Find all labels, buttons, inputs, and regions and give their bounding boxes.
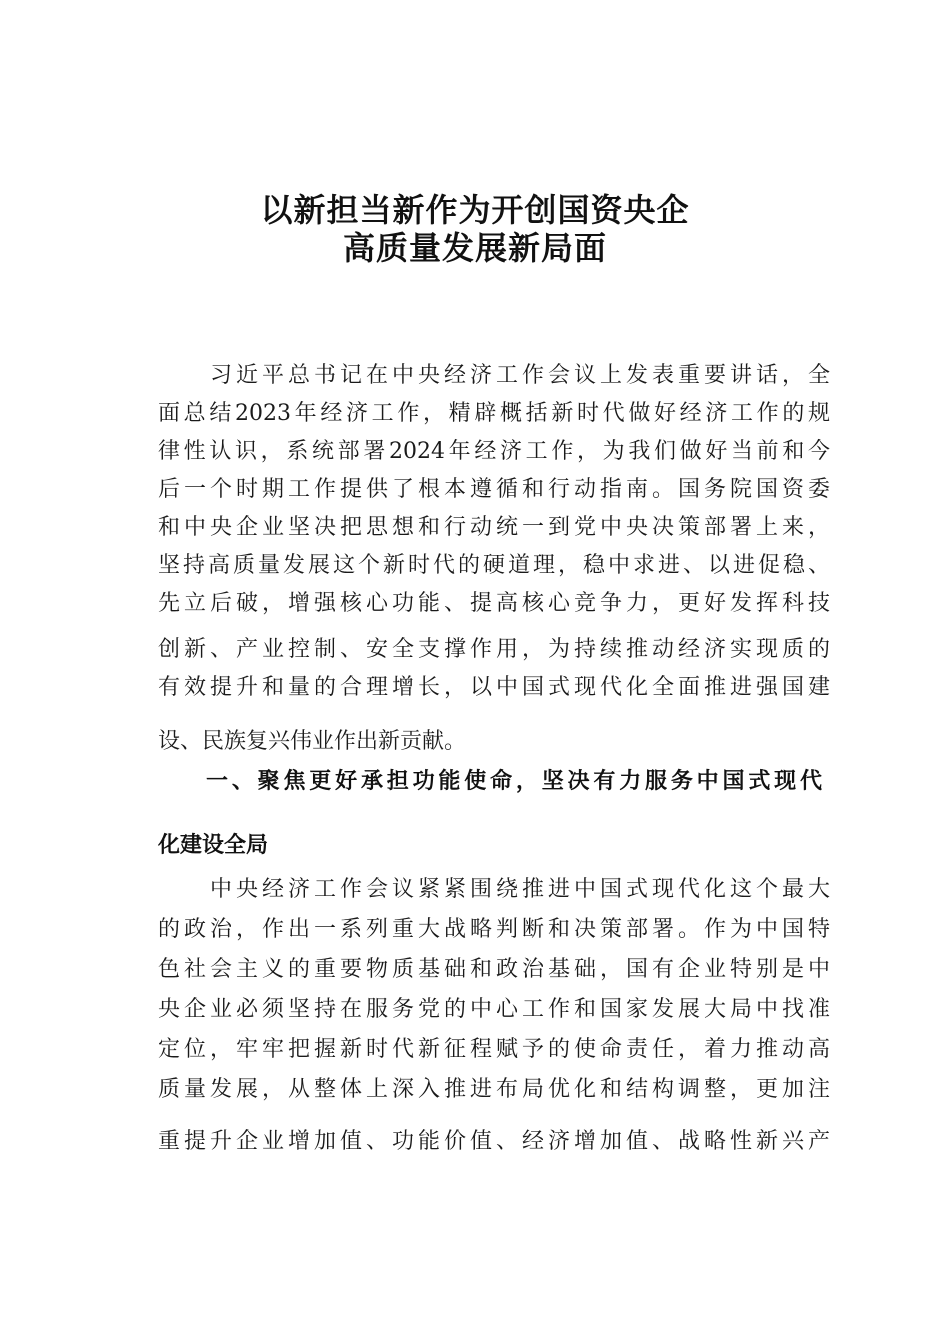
document-title-line-1: 以新担当新作为开创国资央企 [260,191,690,229]
paragraph-1-line: 先立后破，增强核心功能、提高核心竞争力，更好发挥科技 [158,591,830,616]
paragraph-2-line: 质量发展，从整体上深入推进布局优化和结构调整，更加注 [158,1077,830,1102]
paragraph-1-line: 创新、产业控制、安全支撑作用，为持续推动经济实现质的 [158,637,830,662]
paragraph-1-line: 设、民族复兴伟业作出新贡献。 [158,729,467,754]
paragraph-1-line: 和中央企业坚决把思想和行动统一到党中央决策部署上来， [158,515,830,540]
paragraph-1-line: 律性认识，系统部署2024年经济工作，为我们做好当前和今 [158,439,830,464]
paragraph-1-line: 有效提升和量的合理增长，以中国式现代化全面推进强国建 [158,675,830,700]
paragraph-2-line: 央企业必须坚持在服务党的中心工作和国家发展大局中找准 [158,997,830,1022]
paragraph-2-line: 的政治，作出一系列重大战略判断和决策部署。作为中国特 [158,917,830,942]
section-1-heading-line-1: 一、聚焦更好承担功能使命，坚决有力服务中国式现代 [206,769,822,794]
section-1-heading-line-2: 化建设全局 [158,833,269,858]
paragraph-1-line: 面总结2023年经济工作，精辟概括新时代做好经济工作的规 [158,401,830,426]
paragraph-1-line: 习近平总书记在中央经济工作会议上发表重要讲话，全 [210,363,830,388]
paragraph-2-line: 定位，牢牢把握新时代新征程赋予的使命责任，着力推动高 [158,1037,830,1062]
document-title-line-2: 高质量发展新局面 [342,229,607,267]
paragraph-2-line: 色社会主义的重要物质基础和政治基础，国有企业特别是中 [158,957,830,982]
paragraph-1-line: 坚持高质量发展这个新时代的硬道理，稳中求进、以进促稳、 [158,553,830,578]
paragraph-1-line: 后一个时期工作提供了根本遵循和行动指南。国务院国资委 [158,477,830,502]
paragraph-2-line: 重提升企业增加值、功能价值、经济增加值、战略性新兴产 [158,1129,830,1154]
paragraph-2-line: 中央经济工作会议紧紧围绕推进中国式现代化这个最大 [210,877,830,902]
